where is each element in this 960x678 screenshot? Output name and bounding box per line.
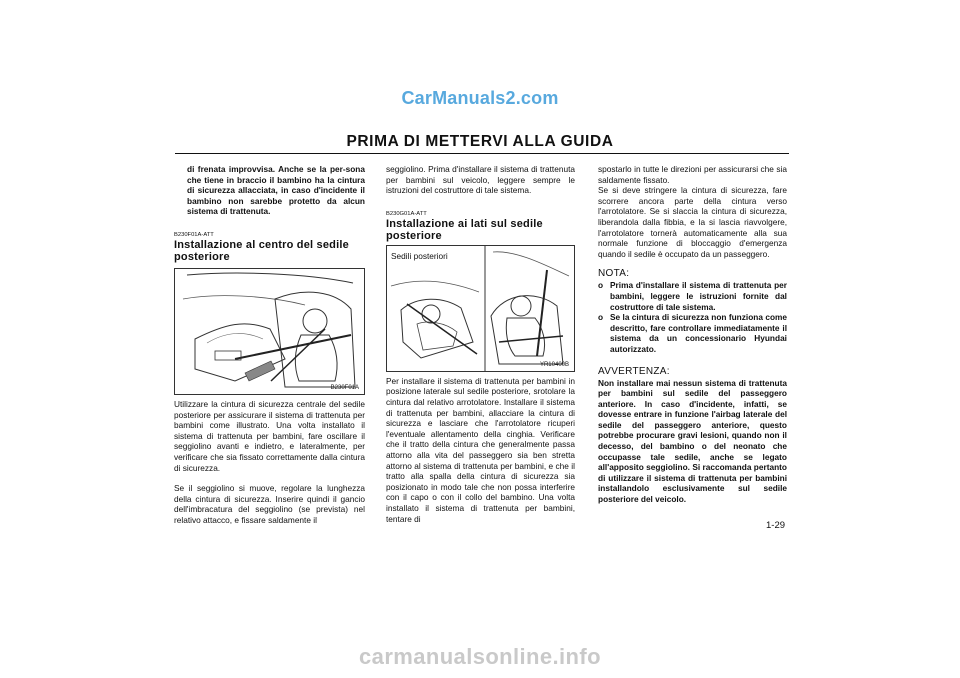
figure-center-seat: [174, 268, 365, 395]
intro-bold-text: di frenata improvvisa. Anche se la per-sona che tiene in braccio il bambino ha la cintura di sicurezza allacciata, in caso d'incidente il bambino non sarebbe protetto da alcun sistema di trattenuta.: [187, 164, 365, 217]
note-text: Prima d'installare il sistema di trattenuta per bambini, leggere le istruzioni fornite dal costruttore di tale sistema.: [610, 280, 787, 312]
center-seat-illustration: [175, 269, 364, 394]
paragraph: Utilizzare la cintura di sicurezza centrale del sedile posteriore per assicurare il sistema di trattenuta per bambini come illustrato. Una volta installato il sistema di trattenuta per bambini, fare oscillare il seggiolino avanti e indietro, e lateralmente, per verificare che sia fissato correttamente dalla cintura di sicurezza.: [174, 398, 365, 473]
bullet-marker: o: [598, 280, 604, 291]
column-middle: [386, 164, 575, 524]
note-item: [598, 312, 787, 354]
section-title: Installazione al centro del sedile posteriore: [174, 238, 349, 264]
page-number: 1-29: [766, 520, 786, 531]
figure-rear-side-seats: [386, 245, 575, 372]
header-rule: [175, 153, 789, 154]
section-code: B230G01A-ATT: [386, 210, 427, 217]
warning-text: Non installare mai nessun sistema di trattenuta per bambini sul sedile del passeggero anteriore. In caso d'incidente, infatti, se dovesse entrare in funzione l'airbag laterale del sedile del passeggero anteriore, questo potrebbe procurare gravi lesioni, quando non il decesso, del bambino o del neonato che occupasse tale sedile, anche se legato all'apposito seggiolino. Si raccomanda pertanto di utilizzare il sistema di trattenuta per bambini installandolo esclusivamente sul sedile posteriore del veicolo.: [598, 377, 787, 505]
side-seats-illustration: [387, 246, 574, 371]
paragraph: Se si deve stringere la cintura di sicurezza, fare scorrere ancora parte della cintura verso l'arrotolatore. Se si slaccia la cintura di sicurezza, liberandola dalla fibbia, e la si lascia riavvolgere, l'arrotolatore tornerà automaticamente alla sua normale funzione di bloccaggio d'emergenza quando il sedile è occupato da un passeggero.: [598, 185, 787, 259]
intro-text: seggiolino. Prima d'installare il sistema di trattenuta per bambini sul veicolo, leggere sempre le istruzioni del costruttore di tale sistema.: [386, 164, 575, 196]
section-title: Installazione ai lati sul sedile posteriore: [386, 217, 543, 243]
watermark-bottom: carmanualsonline.info: [359, 644, 601, 669]
page-header-title: PRIMA DI METTERVI ALLA GUIDA: [346, 133, 614, 150]
figure-label: Sedili posteriori: [391, 250, 448, 261]
figure-code: B230F01A: [330, 384, 359, 391]
column-left: [174, 164, 365, 526]
column-right: [598, 164, 787, 505]
watermark-top: CarManuals2.com: [401, 88, 559, 108]
bullet-marker: o: [598, 312, 604, 323]
figure-code: YR10400B: [539, 361, 569, 368]
note-heading: NOTA:: [598, 268, 630, 280]
note-item: [598, 280, 787, 312]
paragraph: Se il seggiolino si muove, regolare la lunghezza della cintura di sicurezza. Inserire quindi il gancio dell'imbracatura del seggiolino (se prevista) nel relativo attacco, e fissare saldamente il: [174, 483, 365, 525]
section-code: B230F01A-ATT: [174, 231, 214, 238]
paragraph: spostarlo in tutte le direzioni per assicurarsi che sia saldamente fissato.: [598, 164, 787, 185]
warning-heading: AVVERTENZA:: [598, 365, 670, 377]
note-text: Se la cintura di sicurezza non funziona come descritto, fare controllare immediatamente il sistema da un concessionario Hyundai autorizzato.: [610, 312, 787, 354]
note-list: [598, 280, 787, 354]
paragraph: Per installare il sistema di trattenuta per bambini in posizione laterale sul sedile posteriore, srotolare la cintura dal relativo arrotolatore. Installare il sistema di trattenuta per bambini, allacciare la cintura di sicurezza e lasciare che l'arrotolatore ricuperi l'eventuale allentamento della cinghia. Verificare che il tratto della cintura che generalmente passa attorno alla vita del passeggero sia ben stretta attorno al sistema di trattenuta per bambini, e che il tratto alla spalla della cintura di sicurezza sia posizionato in modo tale che non possa interferire con il capo o con il collo del bambino. Una volta installato il sistema di trattenuta per bambini, tentare di: [386, 375, 575, 524]
